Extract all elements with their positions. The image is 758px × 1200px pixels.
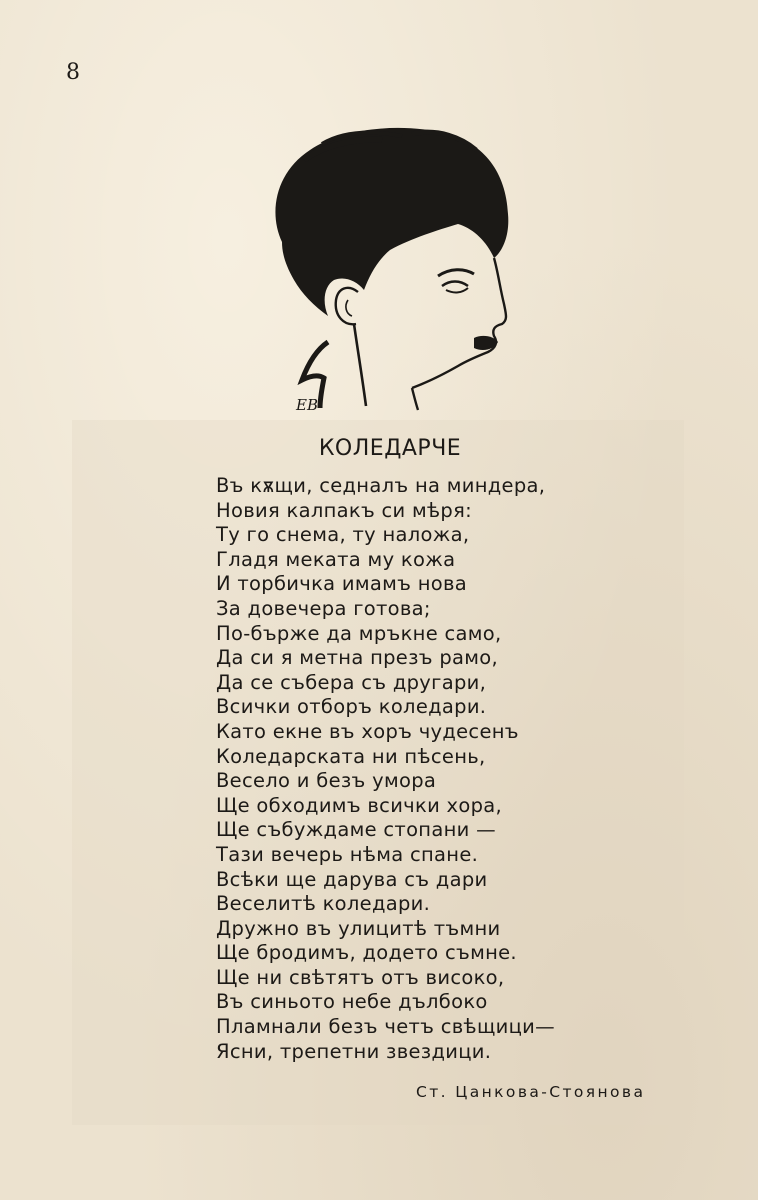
page-number: 8 — [66, 60, 80, 85]
poem-line: Ще обходимъ всички хора, — [216, 793, 503, 817]
poem-line: Въ кѫщи, седналъ на миндера, — [216, 474, 546, 497]
poem-line: Тази вечерь нѣма спане. — [216, 842, 479, 866]
poem-line: Като екне въ хоръ чудесенъ — [216, 719, 519, 743]
portrait-sketch-icon — [262, 120, 517, 415]
poem-line: Ясни, трепетни звездици. — [216, 1039, 492, 1063]
poem-line: Гладя меката му кожа — [216, 547, 456, 571]
poem-line: Въ синьото небе дълбоко — [216, 990, 488, 1014]
poem-line: За довечера готова; — [216, 596, 431, 620]
poem-line: По-бърже да мръкне само, — [216, 621, 502, 645]
poem-line: Ту го снема, ту наложа, — [216, 523, 470, 547]
author-signature: Ст. Цанкова-Стоянова — [416, 1083, 646, 1101]
poem-line: Ще бродимъ, додето съмне. — [216, 941, 517, 965]
poem-line: Всички отборъ коледари. — [216, 695, 487, 719]
poem-line: Весело и безъ умора — [216, 769, 437, 793]
poem-line: И торбичка имамъ нова — [216, 572, 468, 596]
poem-line: Коледарската ни пѣсень, — [216, 744, 486, 768]
poem-line: Новия калпакъ си мѣря: — [216, 498, 473, 522]
illustration-signature: ЕВ — [296, 396, 318, 414]
poem-line: Ще ни свѣтятъ отъ високо, — [216, 965, 505, 989]
poem-line: Всѣки ще дарува съ дари — [216, 867, 488, 891]
poem-line: Веселитѣ коледари. — [216, 892, 431, 916]
poem-line: Пламнали безъ четъ свѣщици— — [216, 1015, 555, 1039]
poem-title: КОЛЕДАРЧЕ — [318, 436, 462, 461]
poem-line: Да се събера съ другари, — [216, 670, 487, 694]
poem-line: Дружно въ улицитѣ тъмни — [216, 916, 501, 940]
poem-line: Ще събуждаме стопани — — [216, 818, 496, 842]
poem-line: Да си я метна презъ рамо, — [216, 646, 499, 670]
poem-body — [216, 474, 555, 1064]
